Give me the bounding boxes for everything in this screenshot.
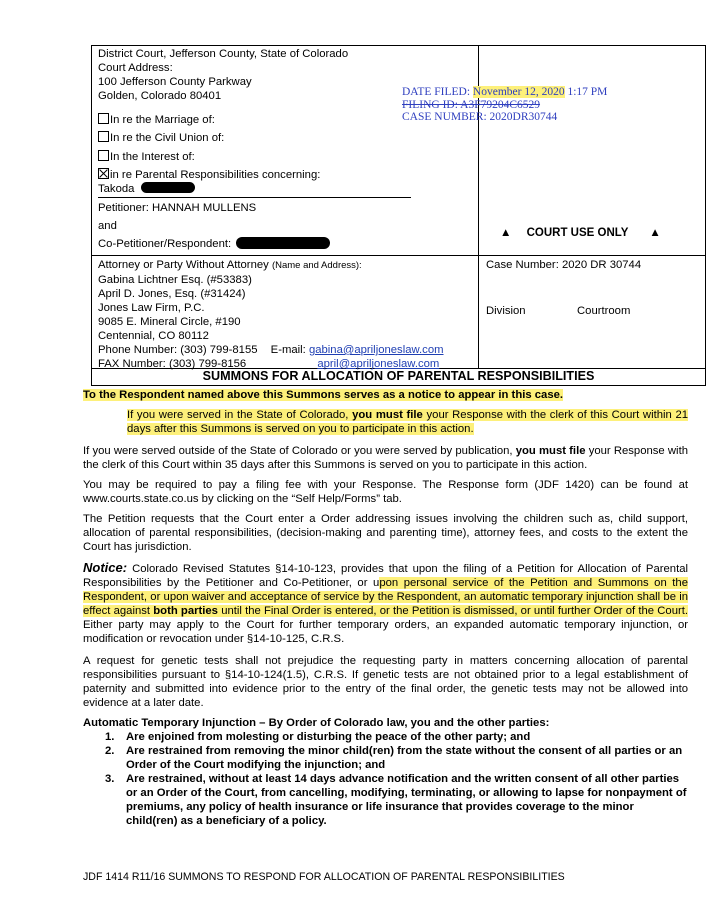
box-left-border [91,45,92,385]
court-line: District Court, Jefferson County, State of Colorado [98,48,349,60]
court-address [98,47,348,103]
genetic-tests-paragraph: A request for genetic tests shall not prejudice the requesting party in matters concerning allocation of parental responsibilities pursuant to §14-10-124(1.5), C.R.S. If genetic tests are not obtained prior to a legal establishment of paternity and submitted into evidence prior to the entry of the final order, the genetic tests may not be allowed into evidence at a later date. [83,655,688,709]
fax-number: FAX Number: (303) 799-8156 [98,358,247,370]
court-line: Golden, Colorado 80401 [98,90,222,102]
attorney-header: Attorney or Party Without Attorney (Name and Address): [98,259,362,271]
form-footer: JDF 1414 R11/16 SUMMONS TO RESPOND FOR ALLOCATION OF PARENTAL RESPONSIBILITIES [83,871,565,883]
phone-number: Phone Number: (303) 799-8155 [98,344,258,356]
served-outside-colorado: If you were served outside of the State of Colorado or you were served by publication, you must file your Response with the clerk of this Court within 35 days after this Summons is served on you to participate in this action. [83,445,688,471]
option-label: in re Parental Responsibilities concerning: [110,169,321,181]
to-respondent: To the Respondent named above this Summons serves as a notice to appear in this case. [83,389,564,401]
attorney-line: Gabina Lichtner Esq. (#53383) [98,274,252,286]
division-label: Division [486,305,526,317]
courtroom-label: Courtroom [577,305,631,317]
filing-fee-paragraph: You may be required to pay a filing fee with your Response. The Response form (JDF 1420) can be found at www.courts.state.co.us by clicking on the “Self Help/Forms” tab. [83,479,688,505]
injunction-heading: Automatic Temporary Injunction – By Order of Colorado law, you and the other parties: [83,717,550,729]
summons-title: SUMMONS FOR ALLOCATION OF PARENTAL RESPONSIBILITIES [202,369,595,383]
email-label: E-mail: [270,344,306,356]
option-marriage [98,113,215,127]
option-label: In re the Civil Union of: [110,132,225,144]
triangle-up-icon: ▲ [500,227,512,239]
checked-box-icon [98,168,109,179]
box-bottom-border [91,385,706,386]
option-civil-union [98,131,224,145]
attorney-line: 9085 E. Mineral Circle, #190 [98,316,241,328]
email-link[interactable]: april@apriljoneslaw.com [317,358,440,370]
phone-email-line [98,343,444,357]
court-use-only [500,226,661,240]
redaction-mark [141,182,195,193]
redaction-mark [236,237,330,249]
box-row-divider [91,255,706,256]
option-parental [98,168,320,182]
checkbox-icon [98,131,109,142]
court-use-only-label: COURT USE ONLY [526,227,629,239]
child-name: Takoda [98,183,135,195]
underline [98,197,411,198]
court-line: 100 Jefferson County Parkway [98,76,252,88]
petitioner: Petitioner: HANNAH MULLENS [98,202,257,214]
filing-stamp [402,86,607,124]
stamp-filing-id: FILING ID: A3F79204C6529 [402,98,541,111]
attorney-line: April D. Jones, Esq. (#31424) [98,288,246,300]
checkbox-icon [98,113,109,124]
co-petitioner-line [98,237,330,251]
box-right-border [705,45,706,385]
child-name-line [98,182,195,196]
checkbox-icon [98,150,109,161]
injunction-item: 1. Are enjoined from molesting or disturbing the peace of the other party; and [105,731,531,743]
injunction-item: 2. Are restrained from removing the minor child(ren) from the state without the consent of all parties or an Order of the Court modifying the injunction; and [105,745,683,771]
notice-paragraph: Notice: Colorado Revised Statutes §14-10-123, provides that upon the filing of a Petition for Allocation of Parental Responsibilities by the Petitioner and Co-Petitioner, or upon personal service of the Petition and Summons on the Respondent, or upon waiver and acceptance of service by the Respondent, an automatic temporary injunction shall be in effect against both parties until the Final Order is entered, or the Petition is dismissed, or until further Order of the Court. Either party may apply to the Court for further temporary orders, an expanded automatic temporary injunction, or modification or revocation under §14-10-125, C.R.S. [83,560,689,645]
box-top-border [91,45,706,46]
court-line: Court Address: [98,62,173,74]
case-number-box: Case Number: 2020 DR 30744 [486,259,642,271]
and-text: and [98,220,117,232]
stamp-date-filed: DATE FILED: November 12, 2020 1:17 PM [402,86,608,98]
email-link[interactable]: gabina@apriljoneslaw.com [308,344,444,356]
injunction-item: 3. Are restrained, without at least 14 days advance notification and the written consent of all other parties or an Order of the Court, from cancelling, modifying, terminating, or allowing to lapse for nonpayment of premiums, any policy of health insurance or life insurance that provides coverage to the minor child(ren) as a beneficiary of a policy. [105,773,687,827]
attorney-line: Jones Law Firm, P.C. [98,302,205,314]
co-petitioner-label: Co-Petitioner/Respondent: [98,238,232,250]
notice-label: Notice: [83,560,128,575]
stamp-case-number: CASE NUMBER: 2020DR30744 [402,111,558,123]
triangle-up-icon: ▲ [649,227,661,239]
attorney-block [98,258,444,371]
option-label: In re the Marriage of: [110,114,215,126]
option-interest [98,150,195,164]
petition-requests-paragraph: The Petition requests that the Court enter a Order addressing issues involving the children such as, child support, allocation of parental responsibilities, (decision-making and parenting time), attorney fees, and costs to the extent the Court has jurisdiction. [83,513,688,553]
served-in-colorado: If you were served in the State of Colorado, you must file your Response with the clerk of this Court within 21 days after this Summons is served on you to participate in this action. [127,409,689,435]
option-label: In the Interest of: [110,151,195,163]
attorney-line: Centennial, CO 80112 [98,330,209,342]
